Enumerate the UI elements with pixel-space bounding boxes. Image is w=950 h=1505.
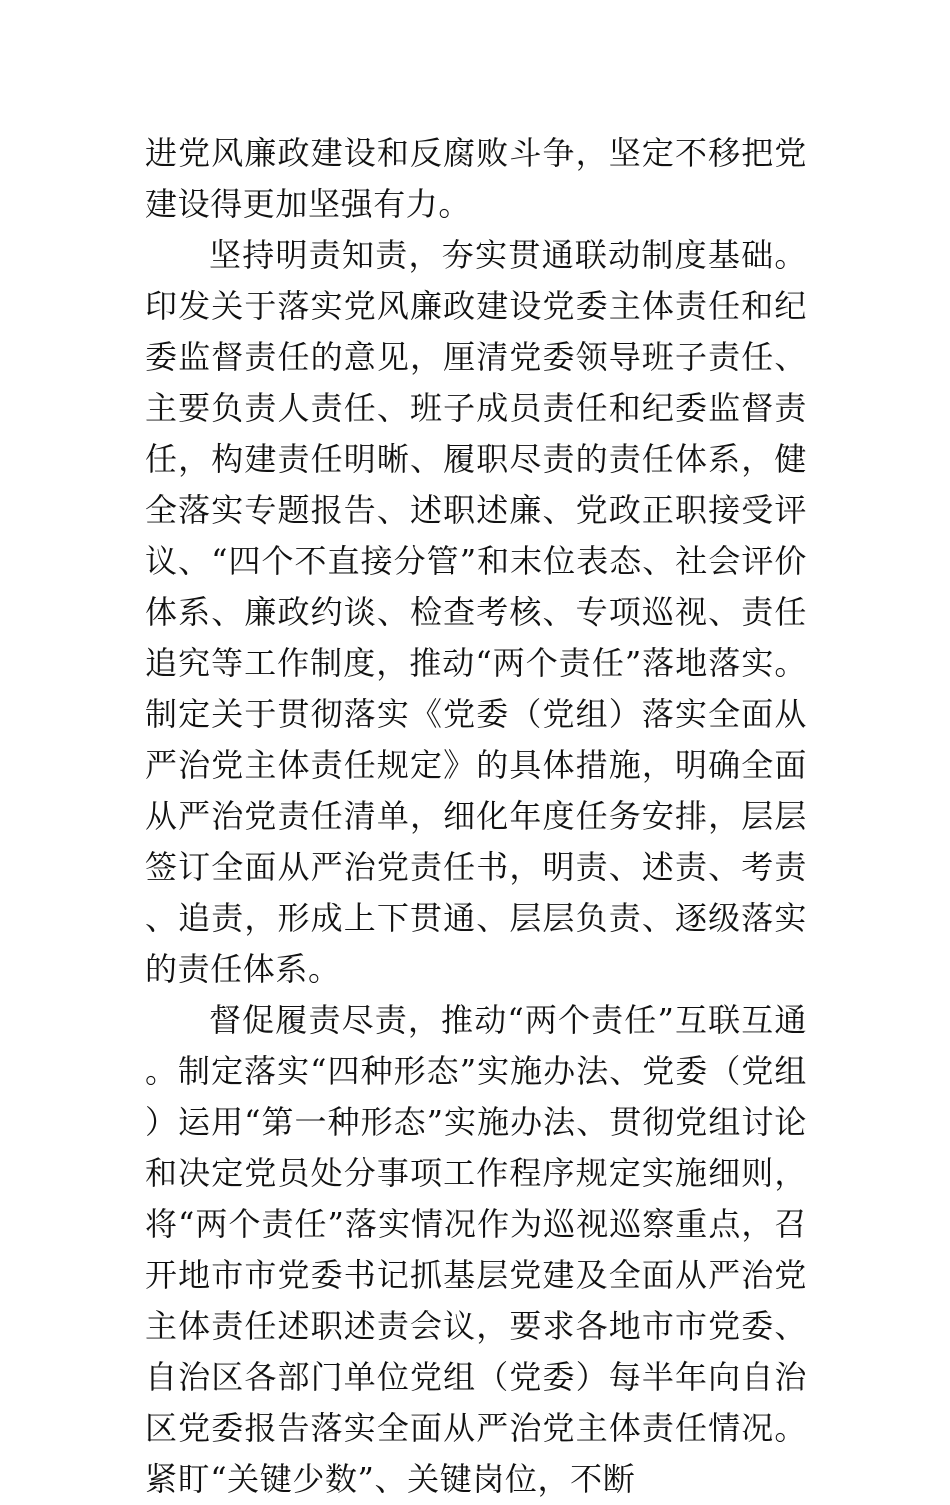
paragraph-responsibility-clarity: 坚持明责知责，夯实贯通联动制度基础。印发关于落实党风廉政建设党委主体责任和纪委监督责任的意见，厘清党委领导班子责任、主要负责人责任、班子成员责任和纪委监督责任，构建责任明晰、履职尽责的责任体系，健全落实专题报告、述职述廉、党政正职接受评议、“四个不直接分管”和末位表态、社会评价体系、廉政约谈、检查考核、专项巡视、责任追究等工作制度，推动“两个责任”落地落实。制定关于贯彻落实《党委（党组）落实全面从严治党主体责任规定》的具体措施，明确全面从严治党责任清单，细化年度任务安排，层层签订全面从严治党责任书，明责、述责、考责、追责，形成上下贯通、层层负责、逐级落实的责任体系。 xyxy=(145,236,807,988)
paragraph-responsibility-fulfillment: 督促履责尽责，推动“两个责任”互联互通。制定落实“四种形态”实施办法、党委（党组）运用“第一种形态”实施办法、贯彻党组讨论和决定党员处分事项工作程序规定实施细则，将“两个责任”落实情况作为巡视巡察重点，召开地市市党委书记抓基层党建及全面从严治党主体责任述职述责会议，要求各地市市党委、自治区各部门单位党组（党委）每半年向自治区党委报告落实全面从严治党主体责任情况。紧盯“关键少数”、关键岗位，不断 xyxy=(145,1001,807,1498)
document-page xyxy=(145,128,807,1505)
paragraph-continuation: 进党风廉政建设和反腐败斗争，坚定不移把党建设得更加坚强有力。 xyxy=(145,134,807,223)
